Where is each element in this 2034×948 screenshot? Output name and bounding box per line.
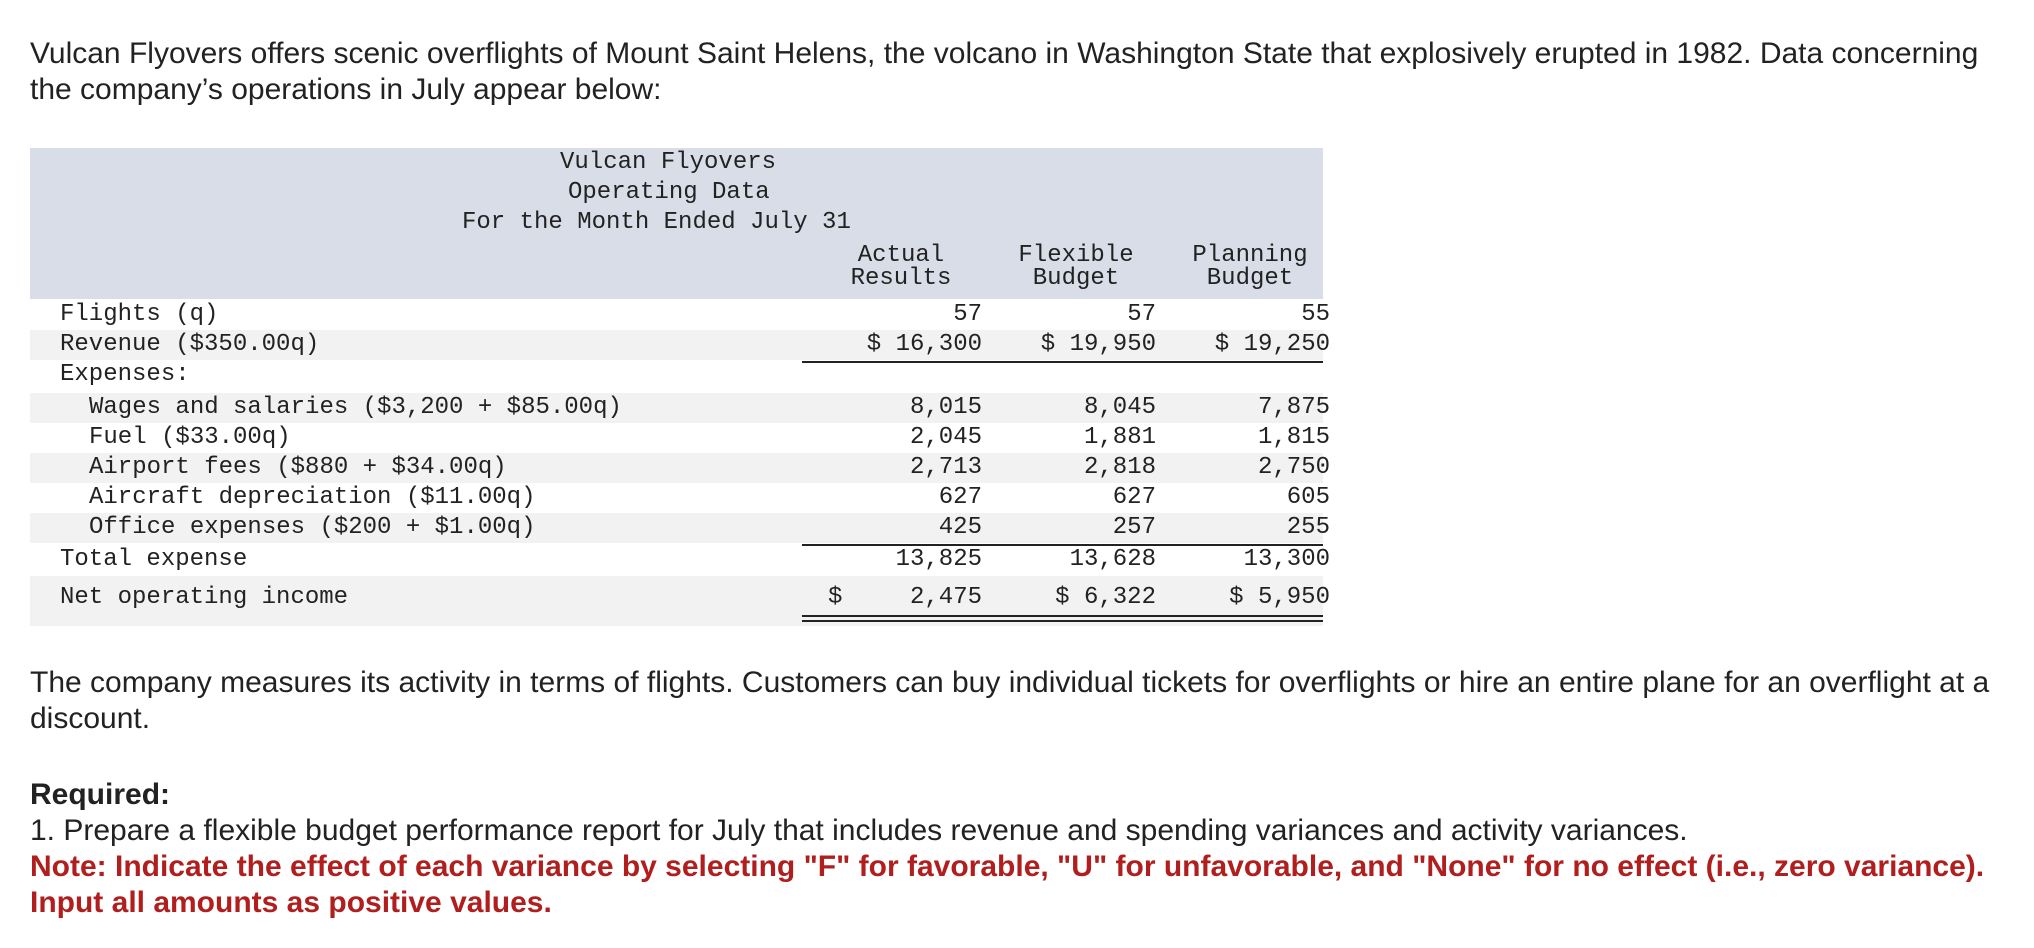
noi-double-underline-top [802,615,1323,617]
cell-airport-actual: 2,713 [909,454,982,481]
row-label-depreciation: Aircraft depreciation ($11.00q) [89,484,536,511]
col-header-flexible-line1: Flexible [1018,242,1134,269]
row-label-office: Office expenses ($200 + $1.00q) [89,514,536,541]
col-header-flexible-line2: Budget [1032,265,1120,292]
cell-noi-actual: 2,475 [909,584,982,611]
col-header-actual-line2: Results [850,265,952,292]
cell-revenue-actual: $ 16,300 [866,331,982,358]
cell-wages-planning: 7,875 [1257,394,1330,421]
cell-flights-actual: 57 [953,301,982,328]
cell-fuel-planning: 1,815 [1257,424,1330,451]
cell-revenue-flexible: $ 19,950 [1040,331,1156,358]
cell-flights-planning: 55 [1301,301,1330,328]
required-task: 1. Prepare a flexible budget performance report for July that includes revenue and spending variances and activity variances. [30,814,1688,847]
cell-wages-flexible: 8,045 [1083,394,1156,421]
cell-total-planning: 13,300 [1243,546,1330,573]
cell-airport-flexible: 2,818 [1083,454,1156,481]
row-label-flights: Flights (q) [60,301,219,328]
operating-data-table [30,148,1330,626]
cell-wages-actual: 8,015 [909,394,982,421]
cell-fuel-flexible: 1,881 [1083,424,1156,451]
table-period: For the Month Ended July 31 [462,209,851,236]
row-label-total-expense: Total expense [60,546,248,573]
row-label-airport-fees: Airport fees ($880 + $34.00q) [89,454,507,481]
cell-noi-flexible: $ 6,322 [1055,584,1156,611]
col-header-actual-line1: Actual [857,242,945,269]
row-label-expenses: Expenses: [60,361,190,388]
row-label-fuel: Fuel ($33.00q) [89,424,291,451]
row-label-wages: Wages and salaries ($3,200 + $85.00q) [89,394,622,421]
cell-fuel-actual: 2,045 [909,424,982,451]
cell-revenue-planning: $ 19,250 [1214,331,1330,358]
cell-flights-flexible: 57 [1127,301,1156,328]
cell-depreciation-actual: 627 [938,484,982,511]
cell-total-flexible: 13,628 [1069,546,1156,573]
cell-noi-actual-sign: $ [828,584,843,611]
cell-noi-planning: $ 5,950 [1229,584,1330,611]
col-header-planning-line1: Planning [1192,242,1308,269]
cell-depreciation-flexible: 627 [1112,484,1156,511]
col-header-planning-line2: Budget [1206,265,1294,292]
activity-paragraph: The company measures its activity in terms of flights. Customers can buy individual tickets for overflights or hire an entire plane for an overflight at a discount. [30,666,1990,735]
cell-total-actual: 13,825 [895,546,982,573]
table-title: Vulcan Flyovers [560,149,777,176]
revenue-underline [802,361,1323,363]
cell-depreciation-planning: 605 [1286,484,1330,511]
required-note: Note: Indicate the effect of each variance by selecting "F" for favorable, "U" for unfavorable, and "None" for no effect (i.e., zero variance). Input all amounts as positive values. [30,850,1985,919]
row-label-net-operating-income: Net operating income [60,584,349,611]
cell-office-flexible: 257 [1112,514,1156,541]
noi-double-underline-bottom [802,620,1323,622]
row-label-revenue: Revenue ($350.00q) [60,331,320,358]
cell-office-actual: 425 [938,514,982,541]
required-heading: Required: [30,778,171,811]
cell-office-planning: 255 [1286,514,1330,541]
required-section [30,777,1990,921]
cell-airport-planning: 2,750 [1257,454,1330,481]
table-subtitle: Operating Data [568,179,770,206]
intro-paragraph: Vulcan Flyovers offers scenic overflights of Mount Saint Helens, the volcano in Washington State that explosively erupted in 1982. Data concerning the company’s operations in July appear below: [30,37,1979,106]
